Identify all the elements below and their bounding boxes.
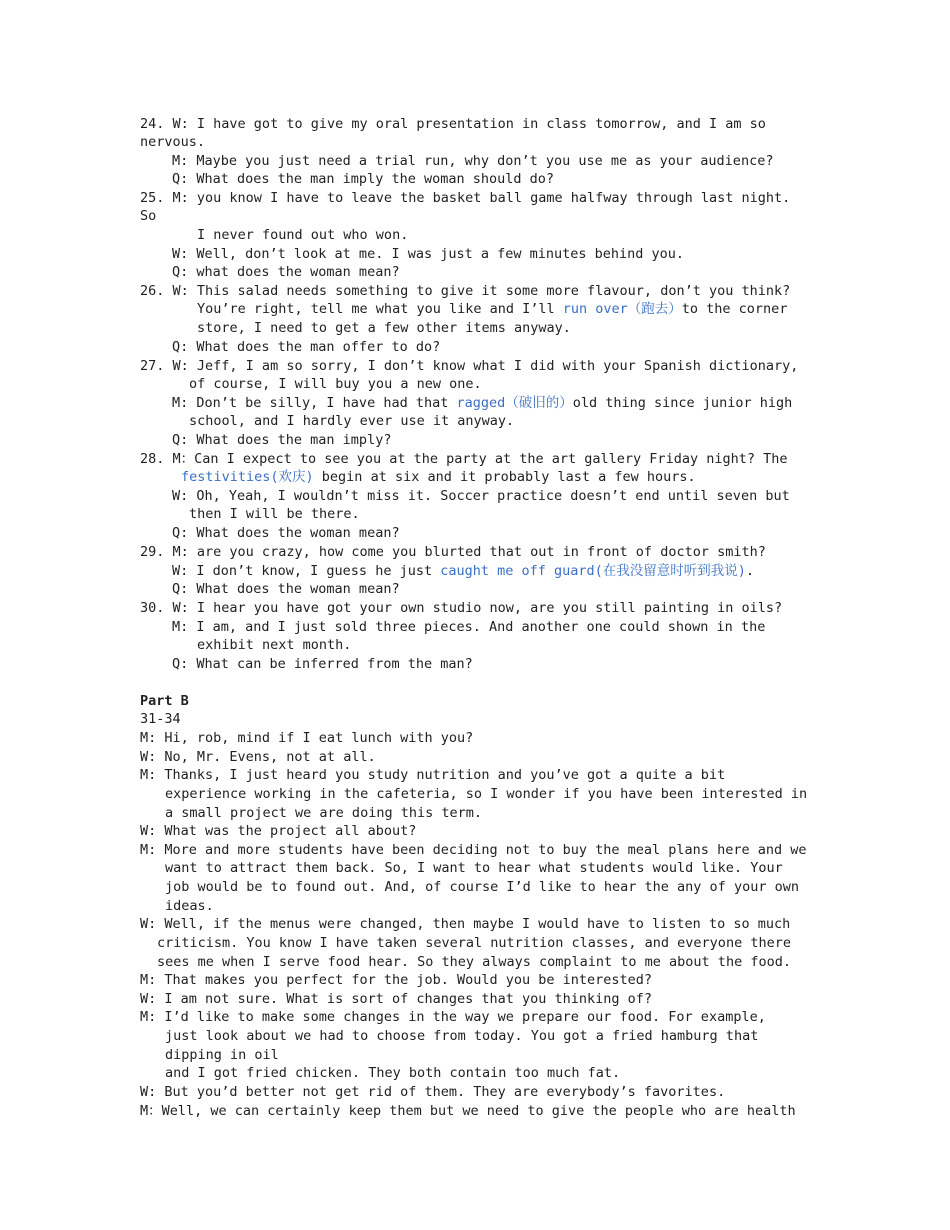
q28-question: Q: What does the woman mean? [172, 525, 400, 541]
dialogue-line: job would be to found out. And, of course I’d like to hear the any of your own [165, 879, 799, 895]
q30-question: Q: What can be inferred from the man? [172, 656, 473, 672]
dialogue-line: M: I’d like to make some changes in the way we prepare our food. For example, [140, 1009, 766, 1025]
dialogue-line: experience working in the cafeteria, so I wonder if you have been interested in [165, 786, 808, 802]
q30-man-line-1: M: I am, and I just sold three pieces. And another one could shown in the [172, 619, 766, 635]
dialogue-line: criticism. You know I have taken several nutrition classes, and everyone there [157, 935, 791, 951]
q29-woman-line: W: I don’t know, I guess he just caught me off guard(在我没留意时听到我说). [172, 563, 755, 579]
q27-question: Q: What does the man imply? [172, 432, 392, 448]
q25-man-line-3: I never found out who won. [197, 227, 409, 243]
q25-number: 25. [140, 190, 165, 206]
q25-question: Q: what does the woman mean? [172, 264, 400, 280]
q24-woman-line-2: nervous. [140, 134, 206, 150]
q24-woman-line-1 [140, 115, 766, 133]
q27-highlight-term: ragged（破旧的） [456, 395, 573, 411]
dialogue-line: sees me when I serve food hear. So they always complaint to me about the food. [157, 954, 791, 970]
q28-man-text: M：Can I expect to see you at the party at the art gallery Friday night? The [172, 451, 788, 467]
dialogue-line: W: I am not sure. What is sort of changes that you thinking of? [140, 991, 653, 1007]
dialogue-line: ideas. [165, 898, 214, 914]
q26-number: 26. [140, 283, 165, 299]
dialogue-line: W: No, Mr. Evens, not at all. [140, 749, 376, 765]
q30-woman-text: W: I hear you have got your own studio now, are you still painting in oils? [172, 600, 783, 616]
q29-man-line [140, 543, 766, 561]
q30-woman-line [140, 599, 782, 617]
q25-man-line-2: So [140, 208, 157, 224]
dialogue-line: M: Thanks, I just heard you study nutrition and you’ve got a quite a bit [140, 767, 726, 783]
dialogue-line: M：Well, we can certainly keep them but we need to give the people who are health [140, 1103, 796, 1119]
dialogue-line: M: Hi, rob, mind if I eat lunch with you? [140, 730, 474, 746]
q28-man-line-1 [140, 450, 787, 468]
q24-woman-text: W: I have got to give my oral presentation in class tomorrow, and I am so [172, 116, 766, 132]
dialogue-line: want to attract them back. So, I want to hear what students would like. Your [165, 860, 783, 876]
dialogue-line: W: Well, if the menus were changed, then maybe I would have to listen to so much [140, 916, 791, 932]
q26-reply-line-1: You’re right, tell me what you like and I’ll run over（跑去）to the corner [197, 301, 788, 317]
dialogue-line: just look about we had to choose from today. You got a fried hamburg that [165, 1028, 759, 1044]
q25-man-line-1 [140, 189, 790, 207]
q27-woman-line-1 [140, 357, 798, 375]
q26-reply-line-2: store, I need to get a few other items anyway. [197, 320, 571, 336]
q28-highlight-term: festivities(欢庆) [181, 469, 314, 485]
q26-woman-line [140, 282, 790, 300]
dialogue-line: W: But you’d better not get rid of them. They are everybody’s favorites. [140, 1084, 726, 1100]
part-b-range: 31-34 [140, 711, 181, 727]
q28-woman-line-1: W: Oh, Yeah, I wouldn’t miss it. Soccer practice doesn’t end until seven but [172, 488, 790, 504]
q27-man-line-2: school, and I hardly ever use it anyway. [189, 413, 515, 429]
q27-woman-text: W: Jeff, I am so sorry, I don’t know what I did with your Spanish dictionary, [172, 358, 799, 374]
q26-highlight-term: run over（跑去） [562, 301, 682, 317]
dialogue-line: W: What was the project all about? [140, 823, 417, 839]
q26-question: Q: What does the man offer to do? [172, 339, 441, 355]
q28-number: 28. [140, 451, 165, 467]
q26-woman-text: W: This salad needs something to give it some more flavour, don’t you think? [172, 283, 791, 299]
dialogue-line: and I got fried chicken. They both contain too much fat. [165, 1065, 621, 1081]
q30-man-line-2: exhibit next month. [197, 637, 352, 653]
q29-number: 29. [140, 544, 165, 560]
part-b-heading: Part B [140, 693, 189, 709]
dialogue-line: dipping in oil [165, 1047, 279, 1063]
q24-number: 24. [140, 116, 165, 132]
q25-woman-line: W: Well, don’t look at me. I was just a few minutes behind you. [172, 246, 685, 262]
q27-woman-line-2: of course, I will buy you a new one. [189, 376, 482, 392]
q27-man-line-1: M: Don’t be silly, I have had that ragged（破旧的）old thing since junior high [172, 395, 793, 411]
q28-woman-line-2: then I will be there. [189, 506, 360, 522]
q24-man-line: M: Maybe you just need a trial run, why don’t you use me as your audience? [172, 153, 774, 169]
q25-man-text: M: you know I have to leave the basket ball game halfway through last night. [172, 190, 791, 206]
dialogue-line: a small project we are doing this term. [165, 805, 482, 821]
q29-question: Q: What does the woman mean? [172, 581, 400, 597]
q29-man-text: M: are you crazy, how come you blurted that out in front of doctor smith? [172, 544, 766, 560]
q24-question: Q: What does the man imply the woman should do? [172, 171, 555, 187]
dialogue-line: M: That makes you perfect for the job. Would you be interested? [140, 972, 653, 988]
dialogue-line: M: More and more students have been deciding not to buy the meal plans here and we [140, 842, 807, 858]
q27-number: 27. [140, 358, 165, 374]
q29-highlight-term: caught me off guard(在我没留意时听到我说) [440, 563, 746, 579]
q28-man-line-2: festivities(欢庆) begin at six and it probably last a few hours. [181, 469, 696, 485]
q30-number: 30. [140, 600, 165, 616]
